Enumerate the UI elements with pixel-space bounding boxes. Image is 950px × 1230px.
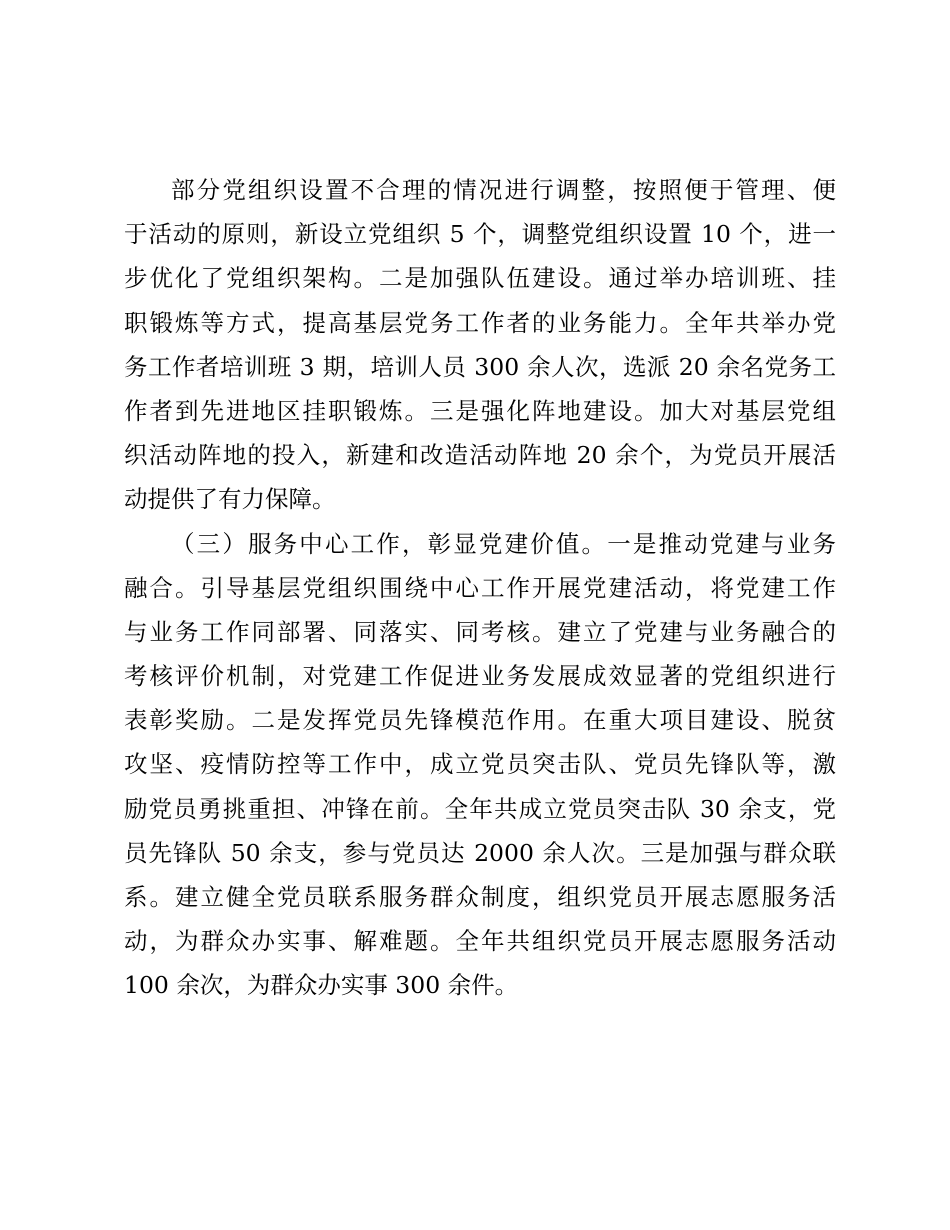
text-line: 作者到先进地区挂职锻炼。三是强化阵地建设。加大对基层党组 bbox=[124, 396, 836, 425]
text-line: 步优化了党组织架构。二是加强队伍建设。通过举办培训班、挂 bbox=[124, 264, 836, 293]
text-line: 与业务工作同部署、同落实、同考核。建立了党建与业务融合的 bbox=[124, 617, 836, 646]
text-line: 动提供了有力保障。 bbox=[124, 485, 336, 514]
text-line: 于活动的原则，新设立党组织 5 个，调整党组织设置 10 个，进一 bbox=[124, 220, 836, 249]
text-line: 动，为群众办实事、解难题。全年共组织党员开展志愿服务活动 bbox=[124, 927, 836, 956]
text-line: 融合。引导基层党组织围绕中心工作开展党建活动，将党建工作 bbox=[124, 573, 836, 602]
text-line: 系。建立健全党员联系服务群众制度，组织党员开展志愿服务活 bbox=[124, 883, 836, 911]
text-line: 职锻炼等方式，提高基层党务工作者的业务能力。全年共举办党 bbox=[124, 308, 836, 337]
text-line: 员先锋队 50 余支，参与党员达 2000 余人次。三是加强与群众联 bbox=[124, 838, 836, 867]
text-line: 务工作者培训班 3 期，培训人员 300 余人次，选派 20 余名党务工 bbox=[124, 352, 836, 381]
paragraph-2 bbox=[124, 522, 836, 1008]
text-line: （三）服务中心工作，彰显党建价值。一是推动党建与业务 bbox=[171, 529, 836, 558]
text-line: 织活动阵地的投入，新建和改造活动阵地 20 余个，为党员开展活 bbox=[124, 441, 836, 470]
text-line: 100 余次，为群众办实事 300 余件。 bbox=[124, 971, 519, 1000]
paragraph-1 bbox=[124, 168, 836, 522]
text-line: 部分党组织设置不合理的情况进行调整，按照便于管理、便 bbox=[171, 176, 836, 204]
text-line: 考核评价机制，对党建工作促进业务发展成效显著的党组织进行 bbox=[124, 662, 836, 691]
text-line: 表彰奖励。二是发挥党员先锋模范作用。在重大项目建设、脱贫 bbox=[124, 706, 836, 735]
text-line: 攻坚、疫情防控等工作中，成立党员突击队、党员先锋队等，激 bbox=[124, 750, 836, 779]
text-line: 励党员勇挑重担、冲锋在前。全年共成立党员突击队 30 余支，党 bbox=[124, 794, 836, 823]
document-body bbox=[124, 168, 836, 1008]
